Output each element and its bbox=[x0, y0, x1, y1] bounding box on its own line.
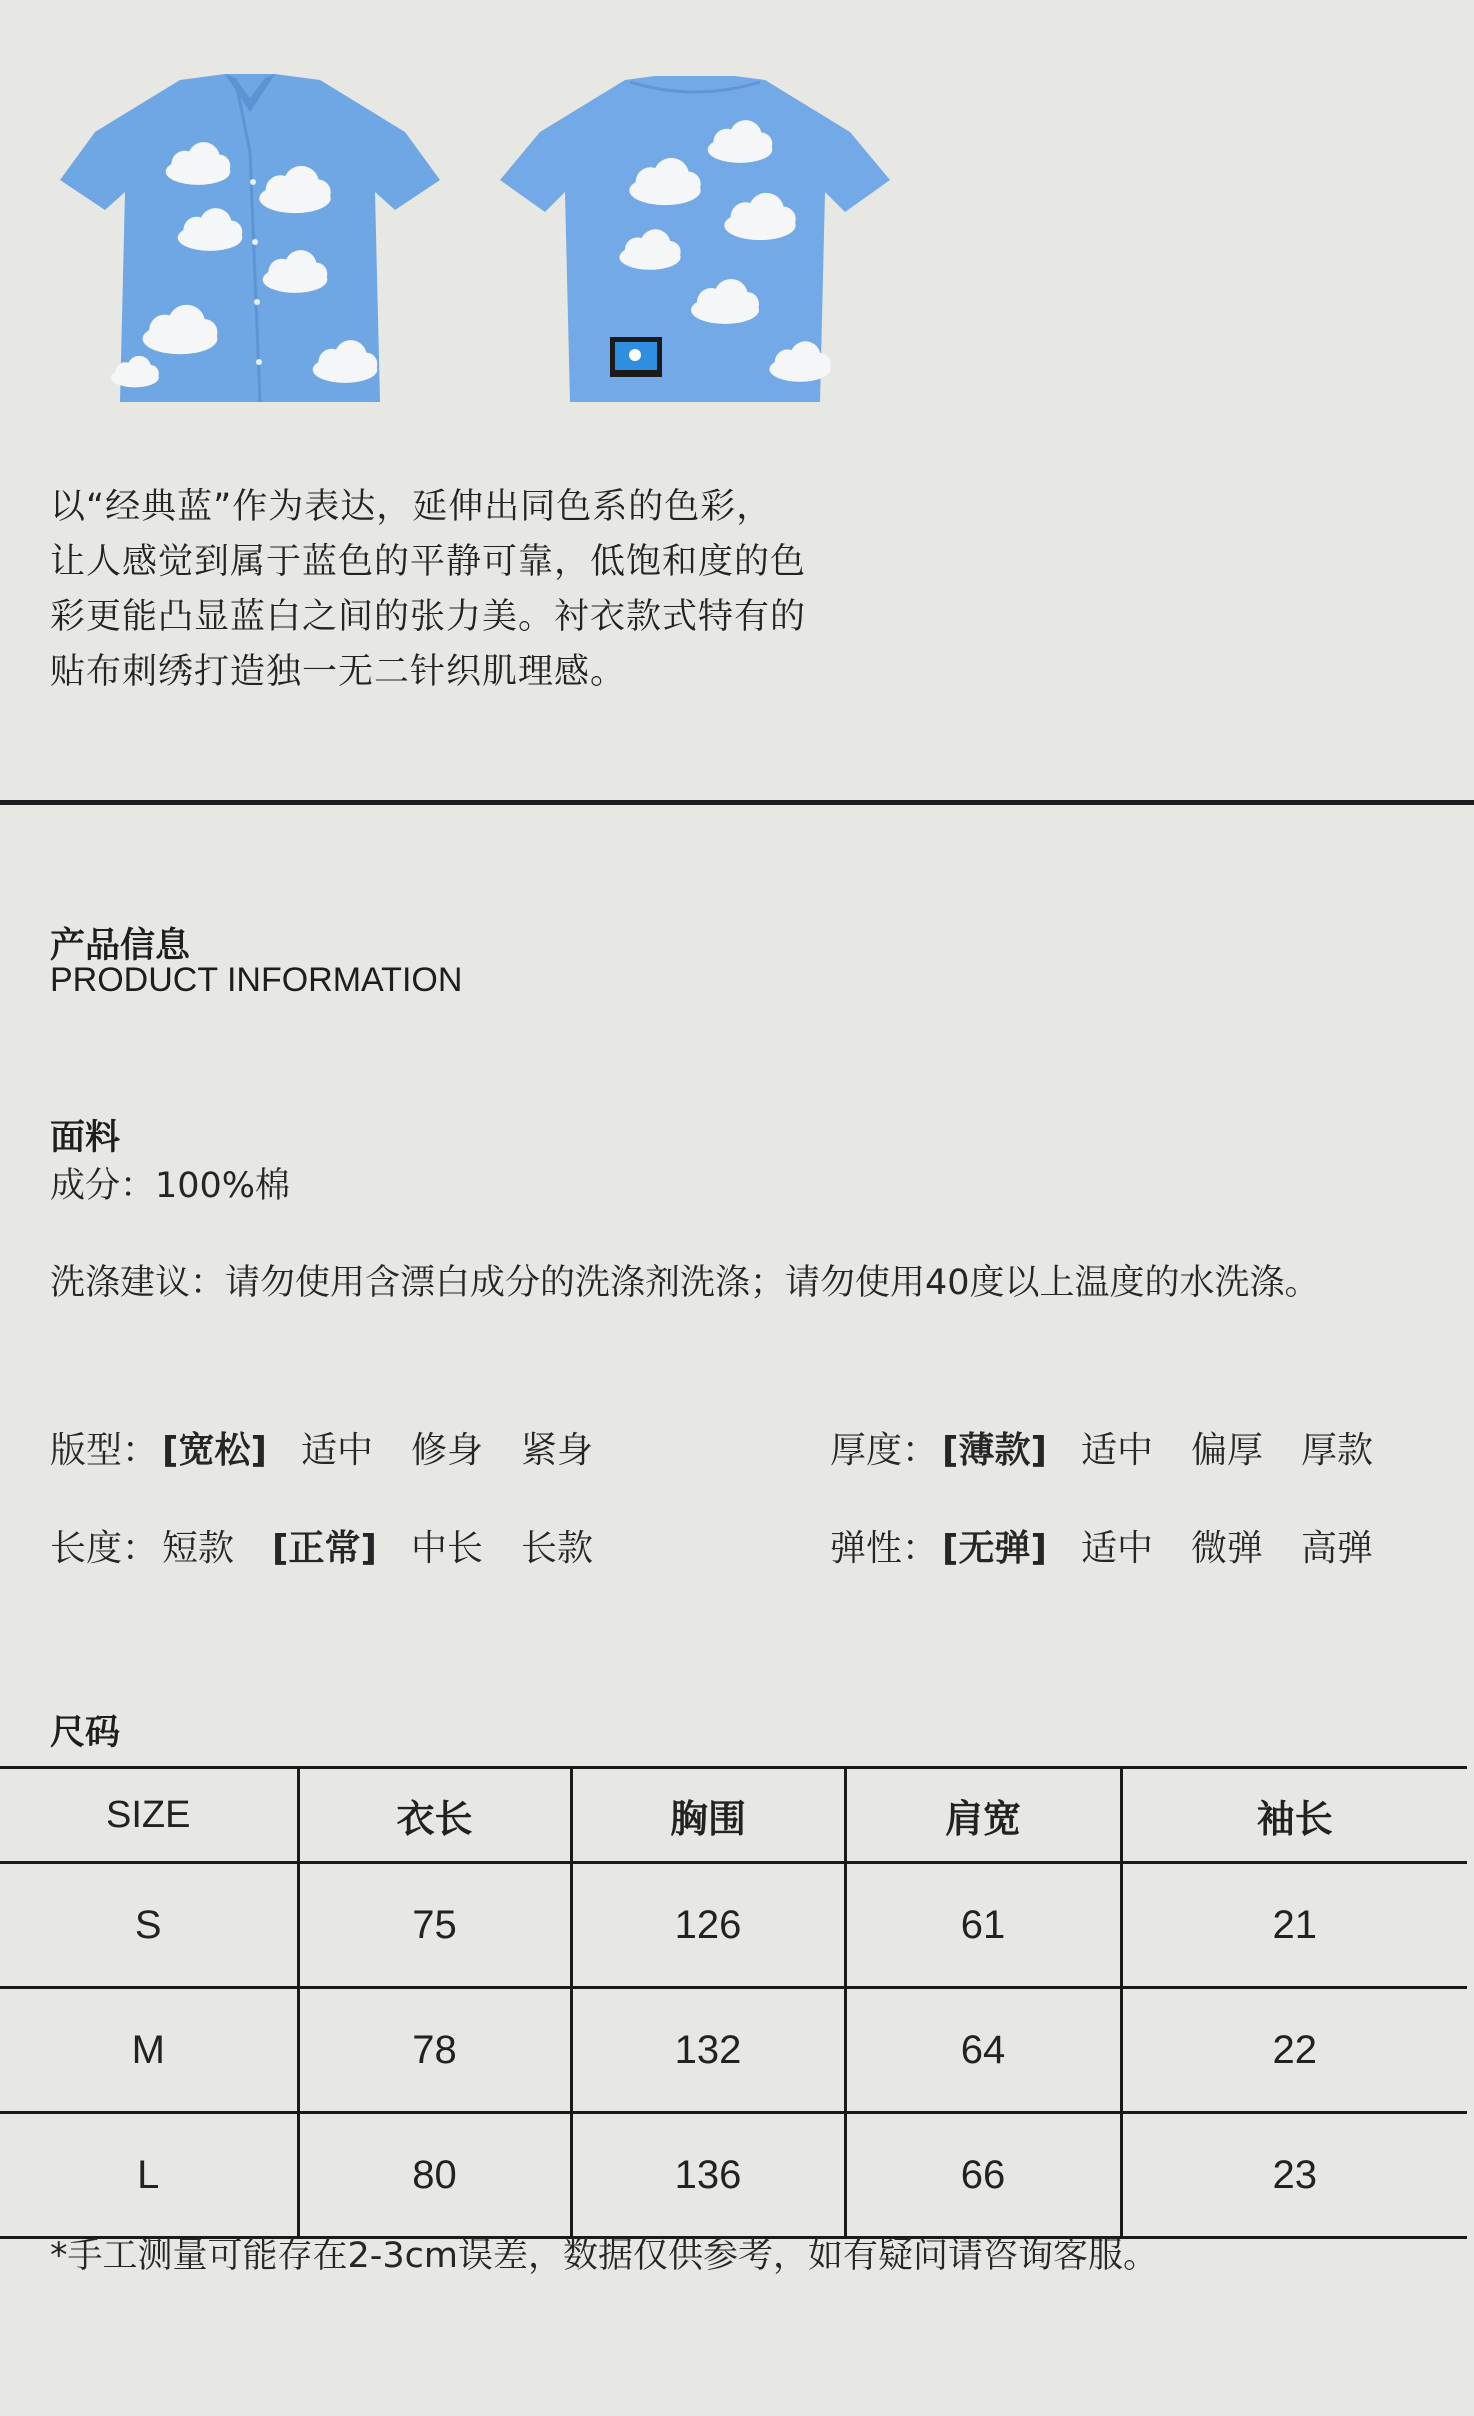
table-cell: 126 bbox=[571, 1863, 845, 1988]
table-row bbox=[0, 1988, 1467, 2113]
length-label: 长度： bbox=[50, 1528, 159, 1569]
table-cell: 23 bbox=[1121, 2113, 1467, 2238]
length-option: 中长 bbox=[410, 1528, 483, 1569]
thickness-option: 厚款 bbox=[1300, 1430, 1373, 1471]
fabric-title: 面料 bbox=[50, 1118, 121, 1158]
shirt-back-image bbox=[490, 72, 900, 412]
size-chart-title: 尺码 bbox=[50, 1713, 121, 1753]
length-row bbox=[50, 1520, 631, 1571]
fit-option: 适中 bbox=[300, 1430, 373, 1471]
table-cell: S bbox=[0, 1863, 298, 1988]
table-cell: 21 bbox=[1121, 1863, 1467, 1988]
product-description bbox=[50, 480, 950, 700]
length-option: 短款 bbox=[162, 1528, 235, 1569]
size-table-header bbox=[0, 1768, 1467, 1863]
measurement-note: *手工测量可能存在2-3cm误差，数据仅供参考，如有疑问请咨询客服。 bbox=[50, 2236, 1159, 2276]
table-cell: 66 bbox=[845, 2113, 1121, 2238]
description-line: 以“经典蓝”作为表达，延伸出同色系的色彩， bbox=[50, 487, 773, 527]
table-cell: 132 bbox=[571, 1988, 845, 2113]
shirt-front-image bbox=[50, 72, 450, 412]
product-info-title-cn: 产品信息 bbox=[50, 926, 191, 966]
table-cell: 80 bbox=[298, 2113, 571, 2238]
thickness-option: 适中 bbox=[1080, 1430, 1153, 1471]
fit-row bbox=[50, 1422, 631, 1473]
header-size: SIZE bbox=[0, 1768, 298, 1863]
thickness-label: 厚度： bbox=[830, 1430, 939, 1471]
fabric-composition: 成分：100%棉 bbox=[50, 1166, 291, 1206]
elasticity-option: 适中 bbox=[1080, 1528, 1153, 1569]
table-cell: 75 bbox=[298, 1863, 571, 1988]
elasticity-option-selected: [无弹] bbox=[942, 1528, 1047, 1569]
length-option: 长款 bbox=[520, 1528, 593, 1569]
table-cell: L bbox=[0, 2113, 298, 2238]
fit-option-selected: [宽松] bbox=[162, 1430, 267, 1471]
thickness-option: 偏厚 bbox=[1190, 1430, 1263, 1471]
thickness-option-selected: [薄款] bbox=[942, 1430, 1047, 1471]
section-divider bbox=[0, 800, 1474, 805]
table-cell: 136 bbox=[571, 2113, 845, 2238]
table-cell: M bbox=[0, 1988, 298, 2113]
table-cell: 64 bbox=[845, 1988, 1121, 2113]
elasticity-row bbox=[830, 1520, 1411, 1571]
header-chest: 胸围 bbox=[571, 1768, 845, 1863]
fit-option: 修身 bbox=[410, 1430, 483, 1471]
table-cell: 22 bbox=[1121, 1988, 1467, 2113]
header-length: 衣长 bbox=[298, 1768, 571, 1863]
fit-label: 版型： bbox=[50, 1430, 159, 1471]
product-info-title-en: PRODUCT INFORMATION bbox=[50, 961, 463, 999]
header-sleeve: 袖长 bbox=[1121, 1768, 1467, 1863]
thickness-row bbox=[830, 1422, 1411, 1473]
description-line: 彩更能凸显蓝白之间的张力美。衬衣款式特有的 bbox=[50, 597, 807, 637]
fit-option: 紧身 bbox=[520, 1430, 593, 1471]
table-row bbox=[0, 2113, 1467, 2238]
size-table bbox=[0, 1766, 1467, 2239]
description-line: 贴布刺绣打造独一无二针织肌理感。 bbox=[50, 652, 627, 692]
elasticity-label: 弹性： bbox=[830, 1528, 939, 1569]
wash-instructions: 洗涤建议：请勿使用含漂白成分的洗涤剂洗涤；请勿使用40度以上温度的水洗涤。 bbox=[50, 1263, 1320, 1303]
elasticity-option: 高弹 bbox=[1300, 1528, 1373, 1569]
description-line: 让人感觉到属于蓝色的平静可靠，低饱和度的色 bbox=[50, 542, 807, 582]
table-cell: 61 bbox=[845, 1863, 1121, 1988]
header-shoulder: 肩宽 bbox=[845, 1768, 1121, 1863]
table-cell: 78 bbox=[298, 1988, 571, 2113]
table-row bbox=[0, 1863, 1467, 1988]
elasticity-option: 微弹 bbox=[1190, 1528, 1263, 1569]
length-option-selected: [正常] bbox=[272, 1528, 377, 1569]
